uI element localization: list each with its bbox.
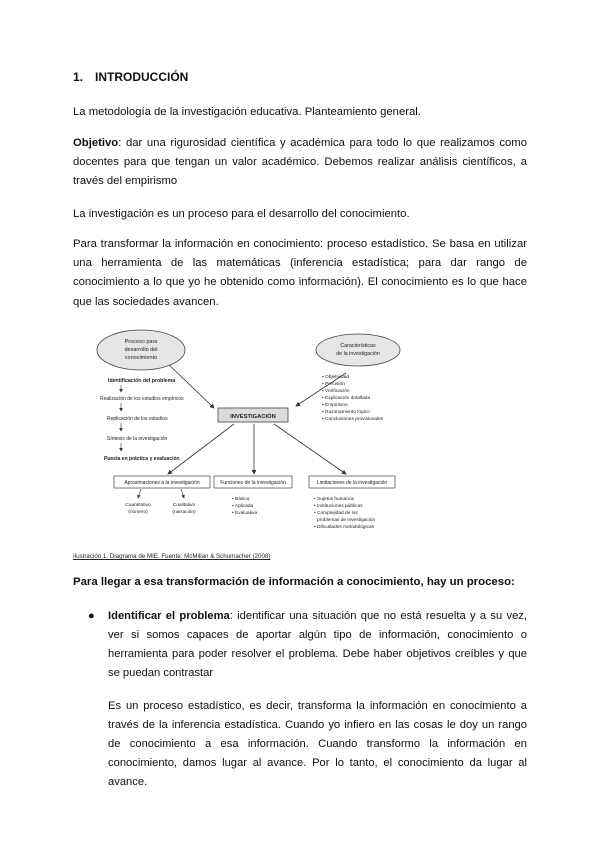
figure-caption: Ilustración 1. Diagrama de MIE. Fuente: McMillan & Schumacher (2008) <box>73 553 271 560</box>
char-item-3: ▪ Verificación <box>322 389 350 394</box>
heading-title: INTRODUCCIÓN <box>95 70 189 84</box>
char-item-6: ▪ Razonamiento lógico <box>322 410 370 415</box>
char-item-7: ▪ Conclusiones provisionales <box>322 417 384 422</box>
heading-number: 1. <box>73 70 84 84</box>
aprox-item-1b: (número) <box>128 510 148 515</box>
lim-label: Limitaciones de la investigación <box>316 480 388 486</box>
lim-list <box>314 496 375 530</box>
bullet-followup: Es un proceso estadístico, es decir, transforma la información en conocimiento a través de la inferencia estadística. Cuando yo infiero en las cosas le doy un rango de conocimiento a esa información. Cuando transformo la información en conocimiento, damos lugar al avance. Por lo tanto, el conocimiento da lugar al avance. <box>108 700 527 788</box>
step-4: Síntesis de la investigación <box>107 436 168 442</box>
connector-lim <box>274 424 346 474</box>
bullet-text: : identificar una situación que no está resuelta y a su vez, ver si somos capaces de aportar algún tipo de información, conocimiento o herramienta para poder resolver el problema. Debe haber objetivos creíbles y que se puedan contrastar <box>108 610 527 679</box>
bullet-item <box>108 607 527 683</box>
lim-item-2: • Instituciones públicas <box>314 504 363 509</box>
connector-aprox <box>168 424 234 474</box>
step-2: Realización de los estudios empíricos <box>100 396 184 402</box>
left-oval-line-2: desarrollo del <box>124 347 158 353</box>
bullet-dot: ● <box>88 610 95 622</box>
characteristics-oval <box>316 334 400 366</box>
aprox-item-2b: (narración) <box>172 510 196 515</box>
right-oval-line-1: Características <box>340 343 376 349</box>
func-label: Funciones de la investigación <box>220 480 286 486</box>
section-heading <box>73 70 188 84</box>
lim-item-5: • Dificultades metodológicas <box>314 525 375 530</box>
char-item-4: ▪ Explicación detallada <box>322 396 371 401</box>
objective-label: Objetivo <box>73 137 119 149</box>
lim-item-4: problemas de investigación <box>317 518 376 523</box>
transform-paragraph: Para transformar la información en conocimiento: proceso estadístico. Se basa en utilizar una herramienta de las matemáticas (inferencia estadística; para dar rango de conocimiento a lo que yo he obtenido como información). El conocimiento es lo que hace que las sociedades avancen. <box>73 238 527 308</box>
left-oval-line-1: Proceso para <box>124 339 158 345</box>
right-oval-line-2: de la investigación <box>336 351 380 357</box>
investigation-label: INVESTIGACIÓN <box>230 414 276 420</box>
objective-paragraph <box>73 134 527 192</box>
step-1: Identificación del problema <box>108 378 176 384</box>
left-oval-line-3: conocimiento <box>124 355 158 361</box>
func-item-1: • Básica <box>232 497 250 502</box>
func-list <box>232 496 257 516</box>
aprox-label: Aproximaciones a la investigación <box>124 480 200 486</box>
characteristics-list <box>322 374 384 422</box>
aprox-item-2a: Cualitativo <box>172 503 196 508</box>
char-item-1: ▪ Objetividad <box>322 375 350 380</box>
step-5: Puesta en práctica y evaluación <box>104 456 180 462</box>
char-item-5: ▪ Empirismo <box>322 403 348 408</box>
lim-item-1: • Sujetos humanos <box>314 497 355 502</box>
func-item-2: • Aplicada <box>232 504 254 509</box>
char-item-2: ▪ Precisión <box>322 382 345 387</box>
process-subheading: Para llegar a esa transformación de información a conocimiento, hay un proceso: <box>73 576 515 588</box>
objective-text: : dar una rigurosidad científica y académica para todo lo que realizamos como docentes para que tengan un valor académico. Debemos realizar análisis científicos, a través del empirismo <box>73 137 527 188</box>
intro-paragraph: La metodología de la investigación educativa. Planteamiento general. <box>73 106 421 118</box>
aprox-item-1a: Cuantitativo <box>125 503 151 508</box>
lim-item-3: • Complejidad de los <box>314 511 358 516</box>
investigation-paragraph: La investigación es un proceso para el desarrollo del conocimiento. <box>73 208 410 220</box>
func-item-3: • Evaluativa <box>232 511 258 516</box>
step-3: Replicación de los estudios <box>107 416 168 422</box>
bullet-label: Identificar el problema <box>108 610 230 622</box>
mie-diagram <box>96 328 496 538</box>
